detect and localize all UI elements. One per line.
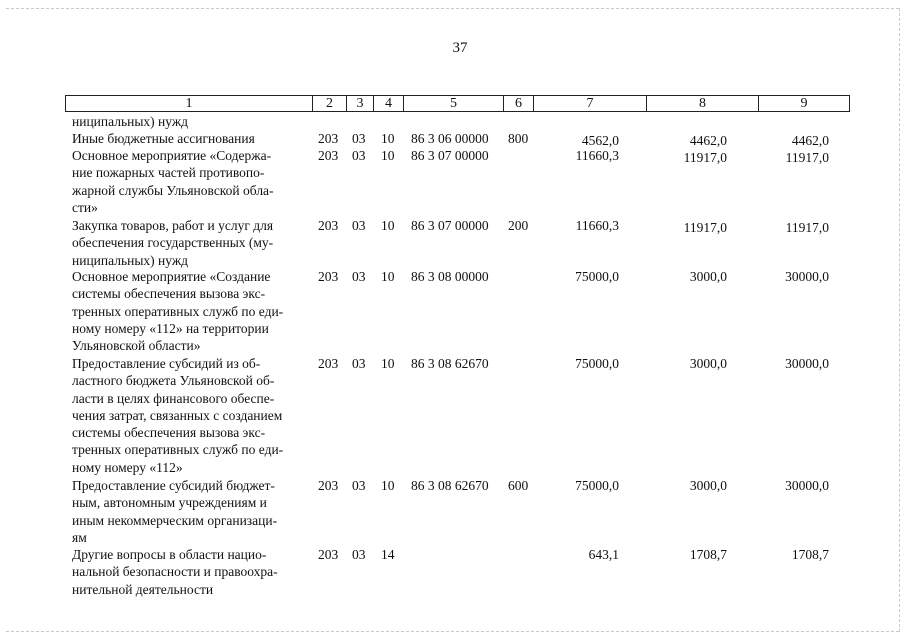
- cell-amount-col7: 4562,0: [581, 133, 619, 148]
- description-line: системы обеспечения вызова экс-: [72, 425, 266, 441]
- row-description: [72, 268, 306, 354]
- cell-target-article: 86 3 07 00000: [411, 218, 489, 233]
- cell-amount-col8: 3000,0: [689, 269, 727, 284]
- cell-amount-col7: 75000,0: [575, 269, 619, 284]
- cell-subsection: 10: [381, 356, 395, 371]
- row-description: [72, 217, 306, 269]
- column-header-1: 1: [65, 95, 313, 112]
- cell-subsection: 10: [381, 478, 395, 493]
- description-line: ному номеру «112»: [72, 459, 183, 475]
- row-description: [72, 355, 306, 476]
- description-line: Закупка товаров, работ и услуг для: [72, 218, 274, 233]
- cell-admin-code: 203: [318, 478, 339, 493]
- cell-expense-type: 600: [508, 478, 529, 493]
- description-line: ям: [72, 529, 87, 545]
- description-line: ным, автономным учреждениям и: [72, 495, 267, 511]
- column-header-2: 2: [313, 95, 347, 112]
- cell-subsection: 10: [381, 269, 395, 284]
- description-line: Ульяновской области»: [72, 338, 201, 354]
- cell-section: 03: [352, 478, 366, 493]
- cell-admin-code: 203: [318, 547, 339, 562]
- column-header-3: 3: [347, 95, 374, 112]
- cell-amount-col9: 11917,0: [785, 150, 829, 165]
- page-edge-bottom: [6, 631, 899, 632]
- row-description: [72, 113, 306, 130]
- cell-section: 03: [352, 269, 366, 284]
- column-header-7: 7: [534, 95, 647, 112]
- description-line: нальной безопасности и правоохра-: [72, 564, 278, 580]
- description-line: системы обеспечения вызова экс-: [72, 286, 266, 302]
- description-line: тренных оперативных служб по еди-: [72, 442, 284, 458]
- row-description: [72, 147, 306, 216]
- cell-admin-code: 203: [318, 131, 339, 146]
- row-description: [72, 546, 306, 598]
- cell-target-article: 86 3 08 00000: [411, 269, 489, 284]
- page-edge-right: [899, 8, 900, 632]
- description-line: ние пожарных частей противопо-: [72, 165, 265, 181]
- cell-subsection: 10: [381, 218, 395, 233]
- cell-amount-col8: 4462,0: [689, 133, 727, 148]
- cell-admin-code: 203: [318, 218, 339, 233]
- cell-subsection: 10: [381, 131, 395, 146]
- cell-amount-col9: 1708,7: [791, 547, 829, 562]
- cell-section: 03: [352, 356, 366, 371]
- cell-target-article: 86 3 07 00000: [411, 148, 489, 163]
- cell-amount-col8: 3000,0: [689, 356, 727, 371]
- cell-amount-col8: 3000,0: [689, 478, 727, 493]
- description-line: Предоставление субсидий из об-: [72, 356, 261, 371]
- description-line: Основное мероприятие «Создание: [72, 269, 271, 284]
- column-header-4: 4: [374, 95, 404, 112]
- cell-admin-code: 203: [318, 269, 339, 284]
- description-line: Другие вопросы в области нацио-: [72, 547, 267, 562]
- cell-amount-col7: 11660,3: [575, 218, 619, 233]
- cell-amount-col9: 4462,0: [791, 133, 829, 148]
- description-line: нительной деятельности: [72, 581, 214, 597]
- cell-amount-col8: 1708,7: [689, 547, 727, 562]
- cell-target-article: 86 3 08 62670: [411, 478, 489, 493]
- cell-section: 03: [352, 547, 366, 562]
- cell-subsection: 14: [381, 547, 395, 562]
- cell-expense-type: 800: [508, 131, 529, 146]
- row-description: [72, 130, 306, 147]
- description-line: ниципальных) нужд: [72, 252, 189, 268]
- description-line: Основное мероприятие «Содержа-: [72, 148, 272, 163]
- cell-admin-code: 203: [318, 356, 339, 371]
- description-line: ластного бюджета Ульяновской об-: [72, 373, 275, 389]
- description-line: сти»: [72, 199, 98, 215]
- cell-section: 03: [352, 148, 366, 163]
- page-number: 37: [452, 40, 468, 56]
- cell-admin-code: 203: [318, 148, 339, 163]
- cell-amount-col8: 11917,0: [683, 220, 727, 235]
- page-edge-top: [6, 8, 899, 9]
- cell-section: 03: [352, 218, 366, 233]
- column-header-6: 6: [504, 95, 534, 112]
- column-header-8: 8: [647, 95, 759, 112]
- cell-amount-col9: 30000,0: [785, 269, 829, 284]
- description-line: чения затрат, связанных с созданием: [72, 407, 283, 423]
- cell-target-article: 86 3 08 62670: [411, 356, 489, 371]
- description-line: тренных оперативных служб по еди-: [72, 303, 284, 319]
- cell-amount-col7: 643,1: [588, 547, 619, 562]
- description-line: Предоставление субсидий бюджет-: [72, 478, 275, 493]
- column-header-5: 5: [404, 95, 504, 112]
- cell-amount-col7: 75000,0: [575, 356, 619, 371]
- cell-amount-col7: 75000,0: [575, 478, 619, 493]
- cell-amount-col7: 11660,3: [575, 148, 619, 163]
- description-line: ниципальных) нужд: [72, 114, 189, 129]
- description-line: жарной службы Ульяновской обла-: [72, 182, 274, 198]
- cell-amount-col9: 30000,0: [785, 356, 829, 371]
- cell-amount-col8: 11917,0: [683, 150, 727, 165]
- column-header-9: 9: [759, 95, 850, 112]
- row-description: [72, 477, 306, 546]
- cell-expense-type: 200: [508, 218, 529, 233]
- cell-amount-col9: 11917,0: [785, 220, 829, 235]
- cell-section: 03: [352, 131, 366, 146]
- cell-amount-col9: 30000,0: [785, 478, 829, 493]
- description-line: ласти в целях финансового обеспе-: [72, 390, 275, 406]
- description-line: Иные бюджетные ассигнования: [72, 131, 255, 146]
- description-line: ному номеру «112» на территории: [72, 320, 269, 336]
- cell-subsection: 10: [381, 148, 395, 163]
- description-line: иным некоммерческим организаци-: [72, 512, 278, 528]
- description-line: обеспечения государственных (му-: [72, 235, 274, 251]
- cell-target-article: 86 3 06 00000: [411, 131, 489, 146]
